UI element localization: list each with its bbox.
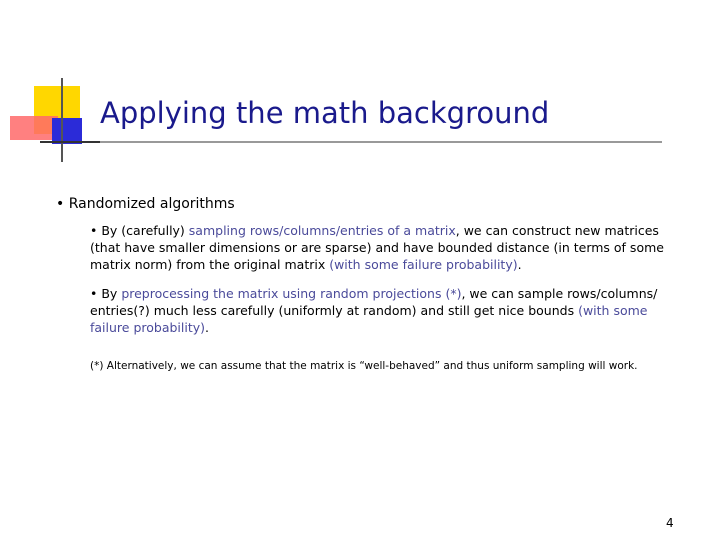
sub-bullet-marker: • xyxy=(90,286,98,301)
decor-red-bar xyxy=(10,116,58,140)
bullet-randomized-algorithms xyxy=(56,196,235,212)
sub-bullet-sampling xyxy=(90,222,690,273)
sub-bullet-preprocessing xyxy=(90,285,690,336)
sub-bullet-text: , we can construct new matrices (that have smaller dimensions or are sparse) and have bounded distance (in terms of some matrix norm) from the original matrix xyxy=(90,223,664,272)
sub-bullet-text: . xyxy=(205,320,210,335)
sub-bullet-text: By xyxy=(101,286,122,301)
sub-bullet-marker: • xyxy=(90,223,98,238)
sub-bullet-text: By (carefully) xyxy=(101,223,189,238)
bullet-text: Randomized algorithms xyxy=(68,196,235,212)
sub-bullet-text: , we can sample rows/columns/ entries(?) much less carefully (uniformly at random) and still get nice bounds xyxy=(90,286,658,318)
highlight-sampling: sampling rows/columns/entries of a matrix xyxy=(188,223,456,238)
highlight-random-projections: preprocessing the matrix using random projections (*) xyxy=(121,286,462,301)
title-underline-accent xyxy=(40,141,100,143)
sub-bullet-text: . xyxy=(517,257,522,272)
highlight-failure-probability: (with some failure probability) xyxy=(329,257,518,272)
highlight-failure-probability: (with some failure probability) xyxy=(90,303,648,335)
slide-title: Applying the math background xyxy=(100,96,550,130)
title-underline xyxy=(40,141,662,143)
page-number: 4 xyxy=(666,516,674,530)
footnote: (*) Alternatively, we can assume that the matrix is “well-behaved” and thus uniform sampling will work. xyxy=(90,360,638,372)
bullet-marker: • xyxy=(56,196,65,212)
decor-vertical-line xyxy=(61,78,63,162)
